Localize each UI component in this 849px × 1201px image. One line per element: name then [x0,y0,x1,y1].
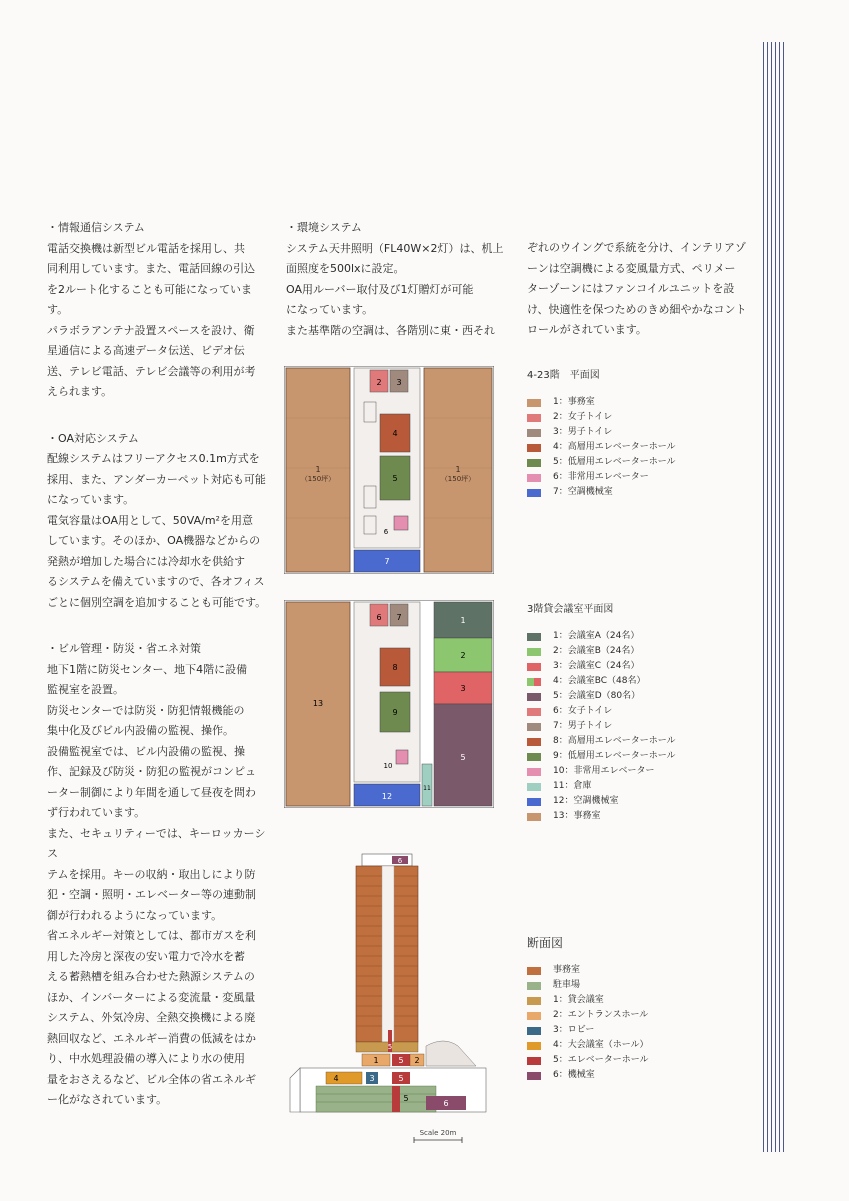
room-label: 7 [396,613,402,622]
legend-item [527,455,676,470]
legend-label: 5：低層用エレベーターホール [553,457,676,467]
middle-column [286,218,508,341]
legend-label: 6：非常用エレベーター [553,472,649,482]
legend-label: 4：会議室BC（48名） [553,676,646,686]
legend-label: 3：会議室C（24名） [553,661,640,671]
legend-item [527,794,676,809]
office-area-label: （150坪） [440,475,476,483]
legend-label: 6：機械室 [553,1070,595,1080]
section-label: 5 [398,1074,404,1083]
room-label: 13 [312,699,324,708]
core-label: 6 [383,528,389,536]
section-label: 2 [414,1056,420,1065]
legend-swatch [527,813,541,821]
legend-swatch [527,693,541,701]
legend-label: 事務室 [553,965,581,975]
legend-swatch [527,444,541,452]
section-management [47,639,269,1111]
legend-third-floor [527,602,676,824]
section-body: ぞれのウイングで系統を分け、インテリアゾ ーンは空調機による変風量方式、ペリメー ターゾーンにはファンコイルユニットを設 け、快適性を保つためのきめ細やかなコント ロールがされています。 [527,241,747,336]
legend-swatch [527,723,541,731]
section-title: ・ビル管理・防災・省エネ対策 [47,642,201,655]
legend-label: 2：会議室B（24名） [553,646,640,656]
legend-item [527,1053,649,1068]
core-label: 3 [396,378,402,387]
legend-item [527,1038,649,1053]
legend-swatch [527,489,541,497]
legend-swatch [527,1057,541,1065]
section-body: 地下1階に防災センター、地下4階に設備 監視室を設置。 防災センターでは防災・防犯情報機能の 集中化及びビル内設備の監視、操作。 設備監視室では、ビル内設備の監視、操 作、記録及び防災・防犯の監視がコンピュ ーター制御により年間を通して昼夜を問わ ず行われています。 また、セキュリティーでは、キーロッカーシス テムを採用。キーの収納・取出しにより防 犯・空調・照明・エレベーター等の連動制 御が行われるようになっています。 省エネルギー対策としては、都市ガスを利 用した冷房と深夜の安い電力で冷水を蓄 える蓄熱槽を組み合わせた熱源システムの ほか、インバーターによる変流量・変風量 システム、外気冷房、全熱交換機による廃 熱回収など、エネルギー消費の低減をはか り、中水処理設備の導入により水の使用 量をおさえるなど、ビル全体の省エネルギ ー化がなされています。 [47,662,266,1106]
section-label: 5 [398,1056,404,1065]
legend-swatch [527,798,541,806]
legend-item [527,704,676,719]
legend-label: 3：ロビー [553,1025,595,1035]
legend-swatch [527,459,541,467]
room-label: 1 [460,616,466,625]
legend-swatch [527,633,541,641]
legend-swatch [527,678,534,686]
left-column [47,218,269,1137]
legend-item [527,395,676,410]
legend-title: 断面図 [527,936,564,950]
core-label: 4 [392,429,398,438]
legend-label: 4：大会議室（ホール） [553,1040,649,1050]
legend-label: 5：エレベーターホール [553,1055,649,1065]
section-title: ・OA対応システム [47,431,139,445]
office-label: 1 [455,465,461,474]
section-label: 6 [443,1099,449,1108]
legend-swatch [527,399,541,407]
legend-label: 8：高層用エレベーターホール [553,736,676,746]
legend-item [527,978,649,993]
legend-item [527,764,676,779]
room-label: 12 [381,792,393,801]
decorative-lines [763,42,787,1152]
legend-item [527,425,676,440]
legend-item [527,674,676,689]
legend-label: 10：非常用エレベーター [553,766,655,776]
legend-swatch [527,1042,541,1050]
legend-label: 1：貸会議室 [553,995,604,1005]
legend-item [527,629,676,644]
section-label: 1 [373,1056,379,1065]
legend-swatch [527,708,541,716]
room-label: 5 [460,753,466,762]
section-body: システム天井照明（FL40W×2灯）は、机上 面照度を500lxに設定。 OA用ルーバー取付及び1灯贈灯が可能 になっています。 また基準階の空調は、各階別に東・西それ [286,241,504,337]
section-label: 5 [403,1094,409,1103]
legend-label: 7：男子トイレ [553,721,613,731]
legend-typical-floor [527,368,676,500]
legend-item [527,485,676,500]
legend-swatch [534,678,541,686]
right-column [527,238,749,341]
legend-label: 1：会議室A（24名） [553,631,640,641]
section-label: 3 [369,1074,375,1083]
room-label: 9 [392,708,398,717]
legend-swatch [527,967,541,975]
scale-label: Scale 20m [419,1129,457,1137]
legend-label: 13：事務室 [553,811,601,821]
legend-swatch [527,414,541,422]
legend-item [527,779,676,794]
legend-swatch [527,768,541,776]
section-oa [47,429,269,614]
legend-swatch [527,474,541,482]
legend-item [527,470,676,485]
legend-swatch [527,1012,541,1020]
room-label: 10 [383,762,393,770]
room-label: 2 [460,651,466,660]
legend-item [527,1068,649,1083]
legend-item [527,1008,649,1023]
legend-swatch [527,663,541,671]
section-diagram [286,850,496,1150]
section-title: ・環境システム [286,221,362,234]
legend-label: 7：空調機械室 [553,487,613,497]
legend-section [527,936,649,1083]
core-label: 2 [376,378,382,387]
legend-item [527,963,649,978]
legend-label: 12：空調機械室 [553,796,619,806]
section-body: 配線システムはフリーアクセス0.1m方式を 採用、また、アンダーカーペット対応も可能 になっています。 電気容量はOA用として、50VA/m²を用意 しています。そのほか、OA機器などからの 発熱が増加した場合には冷却水を供給す るシステムを備えていますので、各オフィス ごとに個別空調を追加することも可能です。 [47,452,267,609]
legend-item [527,734,676,749]
legend-swatch [527,429,541,437]
legend-swatch [527,1027,541,1035]
legend-swatch [527,982,541,990]
legend-label: 2：エントランスホール [553,1010,649,1020]
legend-swatch [527,997,541,1005]
legend-swatch [527,1072,541,1080]
legend-label: 6：女子トイレ [553,706,613,716]
legend-label: 3：男子トイレ [553,427,613,437]
legend-label: 1：事務室 [553,397,595,407]
room-label: 8 [392,663,398,672]
legend-label: 2：女子トイレ [553,412,613,422]
legend-item [527,644,676,659]
legend-label: 5：会議室D（80名） [553,691,641,701]
legend-item [527,749,676,764]
legend-item [527,1023,649,1038]
section-label: 4 [333,1074,339,1083]
legend-item [527,719,676,734]
section-title: ・情報通信システム [47,221,145,234]
legend-label: 駐車場 [553,980,581,990]
legend-item [527,809,676,824]
legend-label: 11：倉庫 [553,781,592,791]
legend-swatch [527,783,541,791]
legend-item [527,410,676,425]
core-label: 7 [384,557,390,566]
core-label: 5 [392,474,398,483]
legend-swatch [527,738,541,746]
section-label: 5 [387,1043,393,1051]
section-body: 電話交換機は新型ビル電話を採用し、共 同利用しています。また、電話回線の引込 を2ルート化することも可能になっています。 パラボラアンテナ設置スペースを設け、衛 星通信による高速データ伝送、ビデオ伝 送、テレビ電話、テレビ会議等の利用が考 えられます。 [47,241,256,398]
typical-floor-plan [284,366,494,574]
legend-item [527,440,676,455]
legend-title: 4-23階 平面図 [527,370,600,381]
legend-swatch [527,648,541,656]
room-label: 3 [460,684,466,693]
third-floor-plan [284,600,494,808]
legend-item [527,689,676,704]
room-label: 11 [423,785,431,792]
legend-label: 9：低層用エレベーターホール [553,751,676,761]
legend-title: 3階貸会議室平面図 [527,604,614,615]
office-area-label: （150坪） [300,475,336,483]
section-telecom [47,218,269,403]
room-label: 6 [376,613,382,622]
legend-swatch [527,753,541,761]
legend-item [527,993,649,1008]
legend-item [527,659,676,674]
office-label: 1 [315,465,321,474]
section-label: 6 [397,857,403,865]
legend-label: 4：高層用エレベーターホール [553,442,676,452]
